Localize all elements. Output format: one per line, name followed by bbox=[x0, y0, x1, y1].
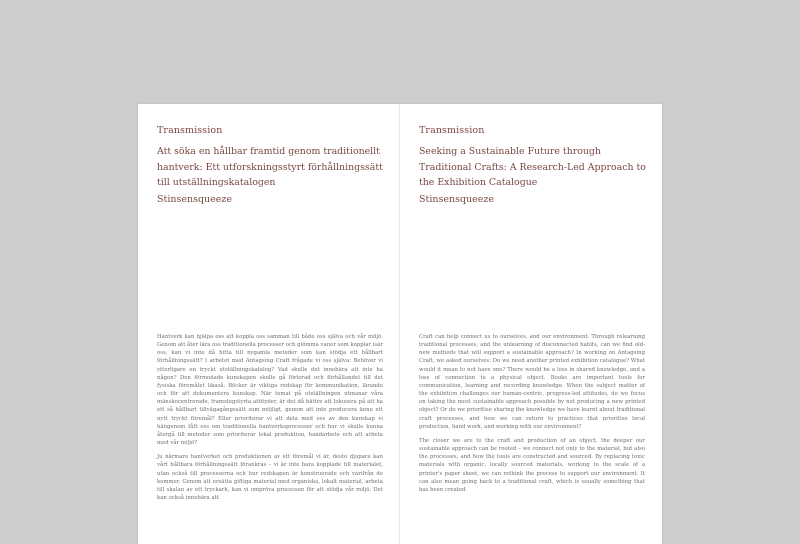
body-text bbox=[157, 333, 383, 508]
book-spread bbox=[138, 104, 662, 544]
left-page bbox=[138, 104, 400, 544]
section-label: Transmission bbox=[419, 125, 485, 136]
author-name: Stinsensqueeze bbox=[419, 194, 495, 205]
article-title: Att söka en hållbar framtid genom traditionellt hantverk: Ett utforskningsstyrt förhållningssätt till utställningskatalogen bbox=[157, 146, 383, 188]
author-name: Stinsensqueeze bbox=[157, 194, 233, 205]
article-title: Seeking a Sustainable Future through Traditional Crafts: A Research-Led Approach to the Exhibition Catalogue bbox=[419, 146, 646, 188]
right-page bbox=[400, 104, 662, 544]
section-label: Transmission bbox=[157, 125, 223, 136]
paragraph: Ju närmare hantverket och produktionen av ett föremål vi är, desto djupare kan vårt hållbara förhållningssätt förankras – vi är inte bara kopplade till materialet, utan också till processerna och hur redskapen är konstruerade och varifrån de kommer. Genom att ersätta giftiga material med organiska, lokalt material, arbeta till skalan av ett tryckark, kan vi ompröva processen för att stödja vår miljö. Det kan också innebära att bbox=[157, 454, 383, 501]
body-text bbox=[419, 333, 645, 500]
paragraph: The closer we are to the craft and production of an object, the deeper our sustainable approach can be rooted – we connect not only to the material, but also the processes, and how the tools are constructed and sourced. By replacing toxic materials with organic, locally sourced materials, working to the scale of a printer's paper sheet, we can rethink the process to support our environment. It can also mean going back to a traditional craft, which is usually something that has been created bbox=[419, 437, 645, 493]
paragraph: Hantverk kan hjälpa oss att koppla oss samman till både oss själva och vår miljö. Genom att åter lära oss traditionella processer och glömma vanor som kopplar isär oss, kan vi inte då hitta till nygamla metoder som kan stödja ett hållbart förhållningssätt? I arbetet med Antagsing Craft frågade vi oss själva: Behöver vi ytterligare en tryckt utställningskatalog? Vad skulle det innebära att inte ha någon? Den förmodade kunskapen skulle gå förlorad och förhållandet till det fysiska föremålet likaså. Böcker är viktiga redskap för kommunikation, lärande och för att dokumentera kunskap. När temat på utställningen utmanar våra mänskocentrerade, framstegstyrtа attityder, är det då bättre att lokusera på att ha ett så hållbart tillvägagångssätt som möjligt, genom att inte producera ännu ett nytt tryckt föremål? Eller prioriterar vi att dela med oss av den kunskap vi hängenom fått oss om traditionella hantverksprocesser och hur vi skulle kunna återgå till metoder som prioriterar lokal produktion, handarbete och att arbeta med vår miljö? bbox=[157, 334, 383, 447]
paragraph: Craft can help connect us to ourselves, and our environment. Through relearning traditional processes, and the unlearning of disconnected habits, can we find old-new methods that will support a sustainable approach? In working on Antagsing Craft, we asked ourselves: Do we need another printed exhibition catalogue? What would it mean to not have one? There would be a loss in shared knowledge, and a loss of connection to a physical object. Books are important tools for communication, learning and recording knowledge. When the subject matter of the exhibition challenges our human-centric, progress-led attitudes, do we focus on taking the most sustainable approach possible by not producing a new printed object? Or do we prioritise sharing the knowledge we have learnt about traditional craft processes, and how we can return to practices that prioritise local production, hand work, and working with our environment? bbox=[419, 334, 645, 430]
